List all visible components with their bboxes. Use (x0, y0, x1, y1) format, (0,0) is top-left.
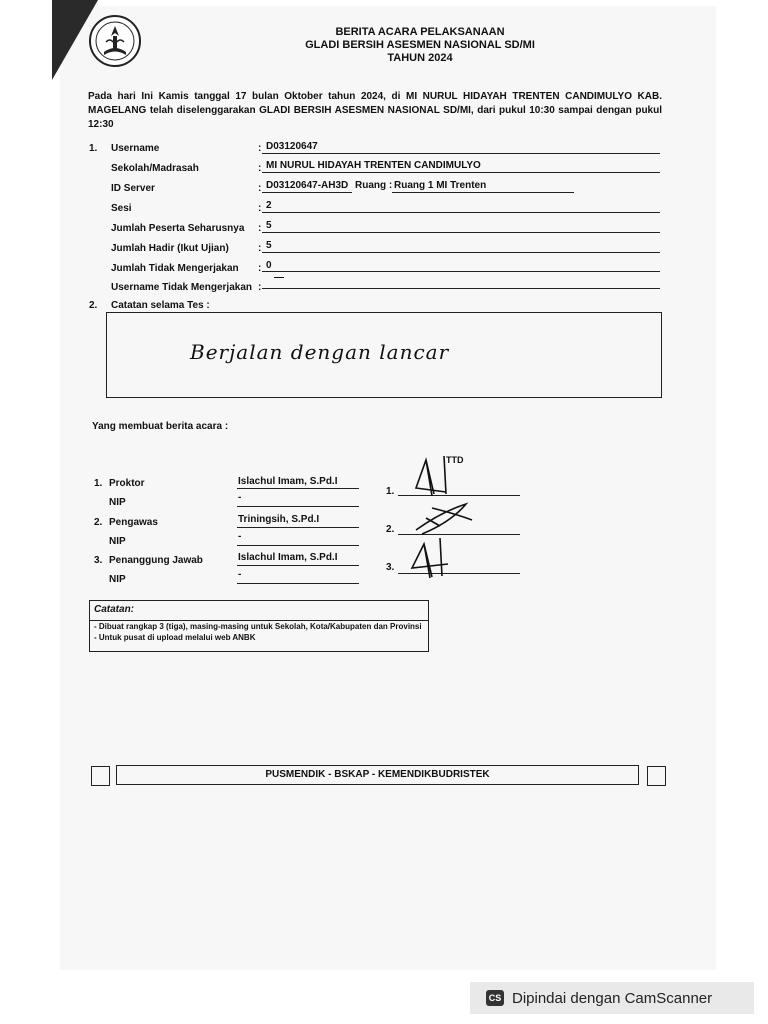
signature-number: 2. (386, 524, 395, 535)
colon: : (258, 163, 262, 174)
field-value-sesi: 2 (266, 200, 272, 211)
catatan-title: Catatan: (90, 601, 428, 621)
signature-number: 1. (386, 486, 395, 497)
field-value-tidak-mengerjakan: 0 (266, 260, 272, 271)
field-value-hadir: 5 (266, 240, 272, 251)
tut-wuri-handayani-logo (88, 14, 142, 68)
catatan-line: - Untuk pusat di upload melalui web ANBK (94, 633, 256, 642)
field-label-peserta: Jumlah Peserta Seharusnya (111, 223, 245, 234)
field-underline (262, 271, 660, 272)
field-value-username-tidak: — (274, 272, 284, 283)
field-underline (262, 288, 660, 289)
nip-value: - (238, 492, 242, 503)
field-value-sekolah: MI NURUL HIDAYAH TRENTEN CANDIMULYO (266, 160, 481, 171)
section2-number: 2. (89, 300, 98, 311)
field-value-id-server: D03120647-AH3D (266, 180, 349, 191)
colon: : (258, 263, 262, 274)
field-label-ruang: Ruang : (355, 180, 393, 191)
colon: : (258, 223, 262, 234)
nip-label: NIP (109, 497, 126, 508)
name-underline (237, 527, 359, 528)
signer-role: Pengawas (109, 517, 158, 528)
footer-left-square (91, 766, 110, 786)
signer-role: Proktor (109, 478, 145, 489)
field-label-username: Username (111, 143, 160, 154)
catatan-box (89, 600, 429, 652)
colon: : (258, 143, 262, 154)
handwritten-signatures (396, 452, 526, 582)
field-underline (262, 212, 660, 213)
field-underline (262, 172, 660, 173)
colon: : (258, 243, 262, 254)
section2-label: Catatan selama Tes : (111, 300, 210, 311)
field-underline (392, 192, 574, 193)
intro-paragraph: Pada hari Ini Kamis tanggal 17 bulan Oktober tahun 2024, di MI NURUL HIDAYAH TRENTEN CANDIMULYO KAB. MAGELANG telah diselenggarakan GLADI BERSIH ASESMEN NASIONAL SD/MI, dari pukul 10:30 sampai dengan pukul 12:30 (88, 91, 662, 130)
field-underline (262, 252, 660, 253)
field-label-username-tidak: Username Tidak Mengerjakan (111, 282, 252, 293)
footer-bar: PUSMENDIK - BSKAP - KEMENDIKBUDRISTEK (116, 765, 639, 785)
nip-underline (237, 583, 359, 584)
signer-number: 1. (94, 478, 103, 489)
colon: : (258, 203, 262, 214)
name-underline (237, 565, 359, 566)
field-value-ruang: Ruang 1 MI Trenten (394, 180, 487, 191)
field-value-peserta: 5 (266, 220, 272, 231)
ttd-label: TTD (446, 455, 464, 465)
nip-underline (237, 545, 359, 546)
signer-name: Islachul Imam, S.Pd.I (238, 552, 338, 563)
colon: : (258, 282, 262, 293)
nip-label: NIP (109, 574, 126, 585)
doc-title-line3: TAHUN 2024 (387, 52, 453, 64)
nip-value: - (238, 531, 242, 542)
nip-value: - (238, 569, 242, 580)
signer-number: 3. (94, 555, 103, 566)
signers-intro: Yang membuat berita acara : (92, 421, 229, 432)
nip-underline (237, 506, 359, 507)
camscanner-icon: CS (486, 990, 504, 1006)
nip-label: NIP (109, 536, 126, 547)
catatan-line: - Dibuat rangkap 3 (tiga), masing-masing untuk Sekolah, Kota/Kabupaten dan Provinsi (94, 622, 422, 631)
name-underline (237, 488, 359, 489)
signer-role: Penanggung Jawab (109, 555, 203, 566)
signer-name: Triningsih, S.Pd.I (238, 514, 320, 525)
field-value-username: D03120647 (266, 141, 318, 152)
field-underline (262, 153, 660, 154)
signature-number: 3. (386, 562, 395, 573)
camscanner-text: Dipindai dengan CamScanner (512, 989, 713, 1007)
field-underline (262, 232, 660, 233)
signer-number: 2. (94, 517, 103, 528)
footer-right-square (647, 766, 666, 786)
camscanner-watermark (470, 982, 754, 1014)
field-label-tidak-mengerjakan: Jumlah Tidak Mengerjakan (111, 263, 239, 274)
doc-title-line1: BERITA ACARA PELAKSANAAN (335, 26, 505, 38)
field-underline (262, 192, 352, 193)
signer-name: Islachul Imam, S.Pd.I (238, 476, 338, 487)
doc-title-line2: GLADI BERSIH ASESMEN NASIONAL SD/MI (305, 39, 535, 51)
field-label-sekolah: Sekolah/Madrasah (111, 163, 199, 174)
field-label-hadir: Jumlah Hadir (Ikut Ujian) (111, 243, 229, 254)
colon: : (258, 183, 262, 194)
handwritten-note: Berjalan dengan lancar (190, 340, 450, 364)
field-label-id-server: ID Server (111, 183, 155, 194)
section1-number: 1. (89, 143, 98, 154)
field-label-sesi: Sesi (111, 203, 132, 214)
